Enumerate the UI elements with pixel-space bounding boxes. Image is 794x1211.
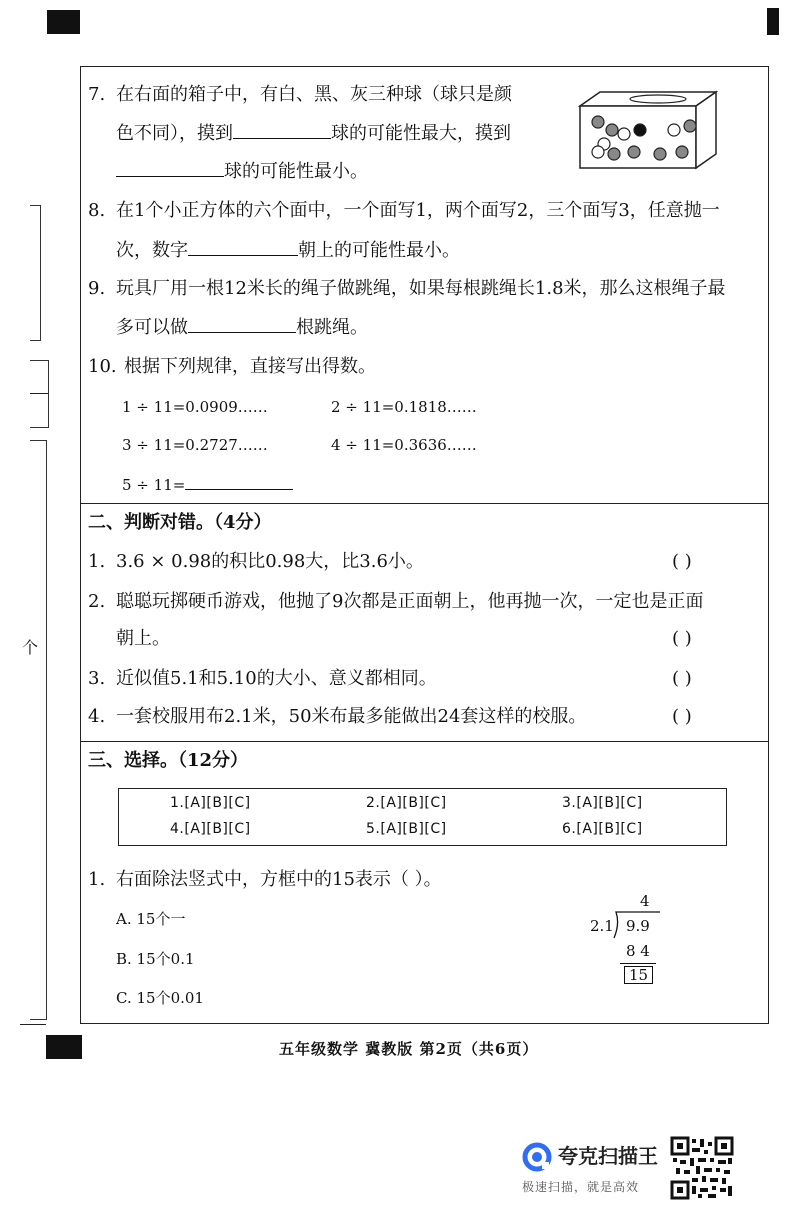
s2-item2-text: 聪聪玩掷硬币游戏，他抛了9次都是正面朝上，他再抛一次，一定也是正面	[116, 591, 704, 612]
s3-q1-option-c[interactable]: C. 15个0.01	[116, 989, 204, 1007]
s2-item2-text2: 朝上。	[116, 628, 170, 649]
s2-item1-text: 3.6 × 0.98的积比0.98大，比3.6小。	[116, 551, 424, 572]
answer-cell-4[interactable]: 4.[A][B][C]	[170, 821, 251, 837]
division-quotient: 4	[640, 892, 650, 910]
q10-eq3: 3 ÷ 11=0.2727……	[122, 436, 268, 454]
margin-mark: 个	[22, 638, 39, 657]
q10-blank[interactable]	[185, 473, 293, 490]
section-divider-2	[80, 741, 768, 742]
q7-blank-1[interactable]	[233, 122, 331, 139]
division-underline	[620, 963, 656, 964]
q9-line2-end: 根跳绳。	[296, 317, 368, 338]
registration-mark-top-left	[47, 10, 80, 34]
q7-line3-text: 球的可能性最小。	[224, 161, 368, 182]
binding-bottom-line	[20, 1024, 46, 1025]
binding-bracket-1	[30, 205, 41, 341]
s2-item4-text: 一套校服用布2.1米，50米布最多能做出24套这样的校服。	[116, 706, 587, 727]
s3-q1-option-a[interactable]: A. 15个一	[116, 910, 186, 928]
page-footer: 五年级数学 冀教版 第2页（共6页）	[279, 1040, 539, 1058]
s3-q1-option-b[interactable]: B. 15个0.1	[116, 950, 195, 968]
q9-line2	[116, 316, 368, 339]
s2-item3-answer[interactable]: ( )	[672, 668, 692, 689]
binding-bracket-3	[30, 440, 47, 1020]
s2-item1-answer[interactable]: ( )	[672, 551, 692, 572]
s3-q1-text: 右面除法竖式中，方框中的15表示（ ）。	[116, 869, 442, 890]
answer-cell-6[interactable]: 6.[A][B][C]	[562, 821, 643, 837]
section3-title: 三、选择。（12分）	[88, 750, 249, 771]
answer-cell-1[interactable]: 1.[A][B][C]	[170, 795, 251, 811]
q7-number: 7.	[88, 84, 106, 105]
q9-number: 9.	[88, 278, 106, 299]
q8-number: 8.	[88, 200, 106, 221]
q8-line2-start: 次，数字	[116, 240, 188, 261]
qr-code-icon	[670, 1136, 734, 1200]
q8-line1: 在1个小正方体的六个面中，一个面写1，两个面写2，三个面写3，任意抛一	[116, 200, 720, 221]
s2-item2-answer[interactable]: ( )	[672, 628, 692, 649]
q7-line2-start: 色不同），摸到	[116, 123, 233, 144]
answer-cell-2[interactable]: 2.[A][B][C]	[366, 795, 447, 811]
registration-mark-bottom-left	[46, 1035, 82, 1059]
scanner-brand-name: 夸克扫描王	[558, 1144, 658, 1168]
q7-line1: 在右面的箱子中，有白、黑、灰三种球（球只是颜	[116, 84, 512, 105]
s2-item3-number: 3.	[88, 668, 106, 689]
s2-item4-number: 4.	[88, 706, 106, 727]
q10-number: 10.	[88, 356, 117, 377]
ball-box-illustration	[578, 86, 718, 172]
q10-eq4: 4 ÷ 11=0.3636……	[331, 436, 477, 454]
s2-item4-answer[interactable]: ( )	[672, 706, 692, 727]
q10-eq1: 1 ÷ 11=0.0909……	[122, 398, 268, 416]
q8-line2-end: 朝上的可能性最小。	[298, 240, 460, 261]
q9-line1: 玩具厂用一根12米长的绳子做跳绳，如果每根跳绳长1.8米，那么这根绳子最	[116, 278, 726, 299]
q8-line2	[116, 239, 460, 262]
division-dividend: 9.9	[626, 917, 650, 935]
s2-item2-number: 2.	[88, 591, 106, 612]
q10-eq5-text: 5 ÷ 11=	[122, 476, 186, 494]
binding-divider	[30, 393, 48, 394]
s2-item3-text: 近似值5.1和5.10的大小、意义都相同。	[116, 668, 437, 689]
q7-line2	[116, 122, 511, 145]
s2-item1-number: 1.	[88, 551, 106, 572]
q7-blank-2[interactable]	[116, 160, 224, 177]
registration-mark-top-right	[767, 8, 779, 35]
scanner-slogan: 极速扫描，就是高效	[522, 1180, 640, 1194]
q9-line2-start: 多可以做	[116, 317, 188, 338]
long-division	[586, 890, 666, 990]
section2-title: 二、判断对错。（4分）	[88, 512, 272, 533]
q10-eq5	[122, 473, 293, 496]
q10-line1: 根据下列规律，直接写出得数。	[124, 356, 376, 377]
answer-cell-3[interactable]: 3.[A][B][C]	[562, 795, 643, 811]
q9-blank[interactable]	[188, 316, 296, 333]
q7-line2-end: 球的可能性最大，摸到	[331, 123, 511, 144]
s3-q1-number: 1.	[88, 869, 106, 890]
division-product: 8 4	[626, 942, 650, 960]
q8-blank[interactable]	[188, 239, 298, 256]
section-divider-1	[80, 503, 768, 504]
division-divisor: 2.1	[590, 917, 614, 935]
division-remainder-box: 15	[624, 966, 653, 984]
answer-cell-5[interactable]: 5.[A][B][C]	[366, 821, 447, 837]
scanner-logo-icon	[522, 1142, 552, 1172]
q10-eq2: 2 ÷ 11=0.1818……	[331, 398, 477, 416]
q7-line3	[116, 160, 368, 183]
binding-bracket-2	[30, 360, 49, 428]
